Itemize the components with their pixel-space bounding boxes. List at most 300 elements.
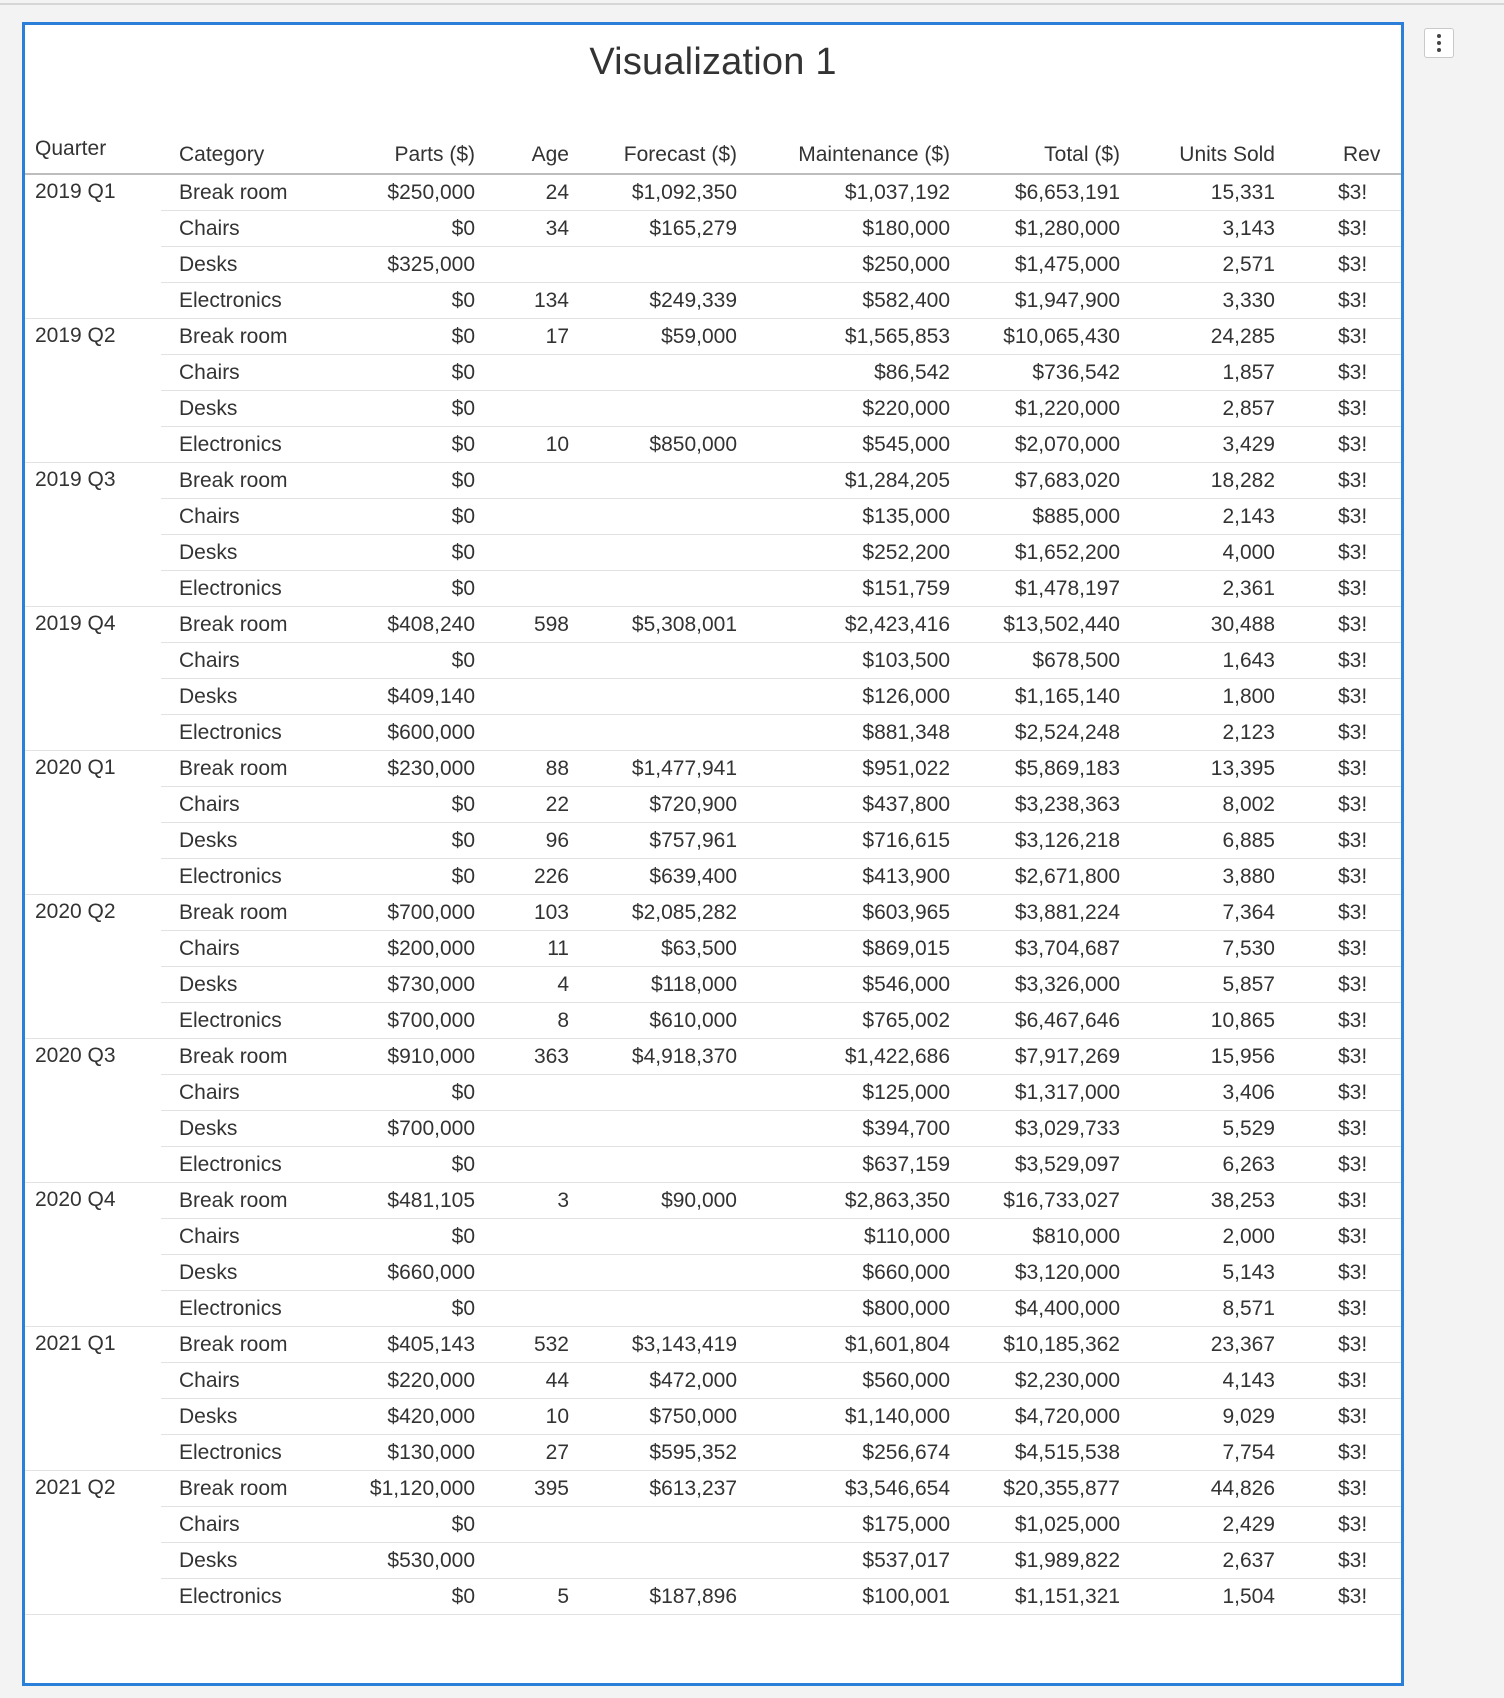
forecast-cell [569, 643, 737, 679]
total-cell: $1,025,000 [950, 1507, 1120, 1543]
units-sold-cell: 30,488 [1120, 607, 1275, 643]
revenue-cell: $3! [1275, 643, 1401, 679]
maintenance-cell: $1,422,686 [737, 1039, 950, 1075]
category-cell: Desks [161, 535, 361, 571]
parts-cell: $0 [361, 1507, 475, 1543]
forecast-cell [569, 1291, 737, 1327]
category-cell: Chairs [161, 787, 361, 823]
parts-cell: $0 [361, 283, 475, 319]
forecast-cell: $249,339 [569, 283, 737, 319]
category-cell: Desks [161, 1255, 361, 1291]
table-row[interactable] [25, 1543, 1401, 1579]
maintenance-cell: $3,546,654 [737, 1471, 950, 1507]
table-row[interactable] [25, 751, 1401, 787]
age-cell [475, 1147, 569, 1183]
table-row[interactable] [25, 1075, 1401, 1111]
forecast-cell: $720,900 [569, 787, 737, 823]
table-row[interactable] [25, 1147, 1401, 1183]
forecast-cell [569, 1111, 737, 1147]
units-sold-cell: 1,643 [1120, 643, 1275, 679]
units-sold-cell: 23,367 [1120, 1327, 1275, 1363]
total-cell: $5,869,183 [950, 751, 1120, 787]
total-cell: $1,947,900 [950, 283, 1120, 319]
revenue-cell: $3! [1275, 355, 1401, 391]
maintenance-cell: $100,001 [737, 1579, 950, 1615]
units-sold-cell: 5,857 [1120, 967, 1275, 1003]
revenue-cell: $3! [1275, 1255, 1401, 1291]
age-cell: 5 [475, 1579, 569, 1615]
category-cell: Chairs [161, 643, 361, 679]
age-cell [475, 1507, 569, 1543]
total-cell: $1,989,822 [950, 1543, 1120, 1579]
parts-cell: $0 [361, 859, 475, 895]
forecast-cell: $595,352 [569, 1435, 737, 1471]
maintenance-cell: $220,000 [737, 391, 950, 427]
page-top-border [0, 3, 1504, 5]
total-cell: $2,070,000 [950, 427, 1120, 463]
units-sold-cell: 38,253 [1120, 1183, 1275, 1219]
units-sold-cell: 1,800 [1120, 679, 1275, 715]
parts-cell: $405,143 [361, 1327, 475, 1363]
revenue-cell: $3! [1275, 1003, 1401, 1039]
units-sold-cell: 3,406 [1120, 1075, 1275, 1111]
total-cell: $13,502,440 [950, 607, 1120, 643]
table-row[interactable] [25, 355, 1401, 391]
parts-cell: $0 [361, 1147, 475, 1183]
forecast-cell: $5,308,001 [569, 607, 737, 643]
table-row[interactable] [25, 823, 1401, 859]
units-sold-cell: 10,865 [1120, 1003, 1275, 1039]
units-sold-cell: 8,002 [1120, 787, 1275, 823]
parts-cell: $408,240 [361, 607, 475, 643]
age-cell [475, 715, 569, 751]
forecast-cell: $750,000 [569, 1399, 737, 1435]
maintenance-cell: $151,759 [737, 571, 950, 607]
category-cell: Chairs [161, 355, 361, 391]
category-cell: Desks [161, 1111, 361, 1147]
table-row[interactable] [25, 1111, 1401, 1147]
revenue-cell: $3! [1275, 535, 1401, 571]
table-row[interactable] [25, 643, 1401, 679]
category-cell: Desks [161, 1399, 361, 1435]
revenue-cell: $3! [1275, 715, 1401, 751]
revenue-cell: $3! [1275, 787, 1401, 823]
table-body [25, 174, 1401, 1615]
maintenance-cell: $800,000 [737, 1291, 950, 1327]
age-cell: 8 [475, 1003, 569, 1039]
column-header-total[interactable]: Total ($) [950, 137, 1120, 174]
table-row[interactable] [25, 1399, 1401, 1435]
forecast-cell: $639,400 [569, 859, 737, 895]
category-cell: Break room [161, 463, 361, 499]
parts-cell: $0 [361, 643, 475, 679]
forecast-cell [569, 1543, 737, 1579]
table-row[interactable] [25, 787, 1401, 823]
units-sold-cell: 6,263 [1120, 1147, 1275, 1183]
forecast-cell: $850,000 [569, 427, 737, 463]
units-sold-cell: 24,285 [1120, 319, 1275, 355]
total-cell: $4,720,000 [950, 1399, 1120, 1435]
revenue-cell: $3! [1275, 1471, 1401, 1507]
total-cell: $1,317,000 [950, 1075, 1120, 1111]
category-cell: Chairs [161, 1363, 361, 1399]
category-cell: Break room [161, 607, 361, 643]
total-cell: $1,475,000 [950, 247, 1120, 283]
category-cell: Electronics [161, 1291, 361, 1327]
forecast-cell [569, 715, 737, 751]
total-cell: $10,185,362 [950, 1327, 1120, 1363]
maintenance-cell: $582,400 [737, 283, 950, 319]
column-header-revenue[interactable]: Rev [1275, 137, 1401, 174]
maintenance-cell: $103,500 [737, 643, 950, 679]
table-row[interactable] [25, 1183, 1401, 1219]
age-cell: 34 [475, 211, 569, 247]
total-cell: $1,280,000 [950, 211, 1120, 247]
category-cell: Break room [161, 751, 361, 787]
parts-cell: $0 [361, 391, 475, 427]
units-sold-cell: 2,361 [1120, 571, 1275, 607]
parts-cell: $0 [361, 427, 475, 463]
column-header-parts[interactable]: Parts ($) [361, 137, 475, 174]
category-cell: Break room [161, 174, 361, 211]
maintenance-cell: $175,000 [737, 1507, 950, 1543]
units-sold-cell: 3,143 [1120, 211, 1275, 247]
category-cell: Desks [161, 1543, 361, 1579]
revenue-cell: $3! [1275, 859, 1401, 895]
total-cell: $810,000 [950, 1219, 1120, 1255]
parts-cell: $230,000 [361, 751, 475, 787]
age-cell [475, 355, 569, 391]
column-header-maintenance[interactable]: Maintenance ($) [737, 137, 950, 174]
forecast-cell [569, 1075, 737, 1111]
total-cell: $2,671,800 [950, 859, 1120, 895]
category-cell: Desks [161, 391, 361, 427]
units-sold-cell: 6,885 [1120, 823, 1275, 859]
category-cell: Chairs [161, 1075, 361, 1111]
age-cell [475, 571, 569, 607]
parts-cell: $0 [361, 319, 475, 355]
total-cell: $1,478,197 [950, 571, 1120, 607]
parts-cell: $700,000 [361, 895, 475, 931]
revenue-cell: $3! [1275, 211, 1401, 247]
forecast-cell: $1,092,350 [569, 174, 737, 211]
age-cell [475, 1291, 569, 1327]
category-cell: Break room [161, 1327, 361, 1363]
parts-cell: $0 [361, 499, 475, 535]
column-header-units-sold[interactable]: Units Sold [1120, 137, 1275, 174]
forecast-cell: $63,500 [569, 931, 737, 967]
parts-cell: $250,000 [361, 174, 475, 211]
total-cell: $20,355,877 [950, 1471, 1120, 1507]
forecast-cell: $472,000 [569, 1363, 737, 1399]
maintenance-cell: $126,000 [737, 679, 950, 715]
units-sold-cell: 8,571 [1120, 1291, 1275, 1327]
forecast-cell [569, 247, 737, 283]
total-cell: $4,515,538 [950, 1435, 1120, 1471]
parts-cell: $530,000 [361, 1543, 475, 1579]
revenue-cell: $3! [1275, 679, 1401, 715]
category-cell: Electronics [161, 427, 361, 463]
age-cell: 598 [475, 607, 569, 643]
category-cell: Desks [161, 679, 361, 715]
age-cell: 532 [475, 1327, 569, 1363]
parts-cell: $910,000 [361, 1039, 475, 1075]
revenue-cell: $3! [1275, 823, 1401, 859]
category-cell: Break room [161, 1039, 361, 1075]
table-row[interactable] [25, 319, 1401, 355]
table-row[interactable] [25, 967, 1401, 1003]
forecast-cell [569, 391, 737, 427]
quarter-cell: 2019 Q2 [25, 319, 161, 463]
forecast-cell [569, 1219, 737, 1255]
maintenance-cell: $765,002 [737, 1003, 950, 1039]
forecast-cell: $118,000 [569, 967, 737, 1003]
revenue-cell: $3! [1275, 571, 1401, 607]
table-row[interactable] [25, 859, 1401, 895]
forecast-cell [569, 535, 737, 571]
total-cell: $3,120,000 [950, 1255, 1120, 1291]
quarter-cell: 2020 Q3 [25, 1039, 161, 1183]
revenue-cell: $3! [1275, 751, 1401, 787]
forecast-cell: $610,000 [569, 1003, 737, 1039]
parts-cell: $0 [361, 1075, 475, 1111]
category-cell: Electronics [161, 1147, 361, 1183]
forecast-cell [569, 355, 737, 391]
category-cell: Electronics [161, 571, 361, 607]
revenue-cell: $3! [1275, 1579, 1401, 1615]
forecast-cell [569, 571, 737, 607]
age-cell: 24 [475, 174, 569, 211]
quarter-cell: 2019 Q1 [25, 174, 161, 319]
age-cell: 88 [475, 751, 569, 787]
age-cell: 10 [475, 427, 569, 463]
category-cell: Chairs [161, 1219, 361, 1255]
table-row[interactable] [25, 1579, 1401, 1615]
forecast-cell: $613,237 [569, 1471, 737, 1507]
age-cell [475, 535, 569, 571]
table-row[interactable] [25, 463, 1401, 499]
units-sold-cell: 15,331 [1120, 174, 1275, 211]
total-cell: $1,165,140 [950, 679, 1120, 715]
maintenance-cell: $250,000 [737, 247, 950, 283]
age-cell [475, 679, 569, 715]
age-cell [475, 1543, 569, 1579]
total-cell: $885,000 [950, 499, 1120, 535]
units-sold-cell: 7,364 [1120, 895, 1275, 931]
category-cell: Chairs [161, 931, 361, 967]
revenue-cell: $3! [1275, 427, 1401, 463]
category-cell: Electronics [161, 1003, 361, 1039]
units-sold-cell: 7,754 [1120, 1435, 1275, 1471]
maintenance-cell: $1,037,192 [737, 174, 950, 211]
maintenance-cell: $413,900 [737, 859, 950, 895]
total-cell: $7,683,020 [950, 463, 1120, 499]
revenue-cell: $3! [1275, 1111, 1401, 1147]
maintenance-cell: $86,542 [737, 355, 950, 391]
parts-cell: $220,000 [361, 1363, 475, 1399]
table-row[interactable] [25, 895, 1401, 931]
category-cell: Desks [161, 967, 361, 1003]
category-cell: Break room [161, 1183, 361, 1219]
column-header-age[interactable]: Age [475, 137, 569, 174]
table-row[interactable] [25, 1255, 1401, 1291]
table-row[interactable] [25, 1219, 1401, 1255]
parts-cell: $600,000 [361, 715, 475, 751]
table-row[interactable] [25, 1363, 1401, 1399]
forecast-cell: $187,896 [569, 1579, 737, 1615]
forecast-cell [569, 499, 737, 535]
age-cell: 10 [475, 1399, 569, 1435]
table-row[interactable] [25, 1471, 1401, 1507]
category-cell: Electronics [161, 1435, 361, 1471]
parts-cell: $0 [361, 823, 475, 859]
total-cell: $678,500 [950, 643, 1120, 679]
table-row[interactable] [25, 931, 1401, 967]
total-cell: $2,230,000 [950, 1363, 1120, 1399]
table-row[interactable] [25, 1327, 1401, 1363]
revenue-cell: $3! [1275, 499, 1401, 535]
parts-cell: $481,105 [361, 1183, 475, 1219]
forecast-cell [569, 1507, 737, 1543]
table-row[interactable] [25, 391, 1401, 427]
age-cell: 44 [475, 1363, 569, 1399]
parts-cell: $700,000 [361, 1003, 475, 1039]
revenue-cell: $3! [1275, 1039, 1401, 1075]
table-row[interactable] [25, 247, 1401, 283]
parts-cell: $660,000 [361, 1255, 475, 1291]
category-cell: Electronics [161, 715, 361, 751]
maintenance-cell: $951,022 [737, 751, 950, 787]
maintenance-cell: $394,700 [737, 1111, 950, 1147]
units-sold-cell: 9,029 [1120, 1399, 1275, 1435]
table-row[interactable] [25, 499, 1401, 535]
visualization-panel [22, 22, 1404, 1686]
table-header-row [25, 137, 1401, 174]
total-cell: $3,238,363 [950, 787, 1120, 823]
table-row[interactable] [25, 211, 1401, 247]
forecast-cell: $2,085,282 [569, 895, 737, 931]
revenue-cell: $3! [1275, 1219, 1401, 1255]
category-cell: Electronics [161, 283, 361, 319]
table-row[interactable] [25, 679, 1401, 715]
age-cell: 96 [475, 823, 569, 859]
column-header-quarter[interactable]: Quarter [25, 137, 161, 174]
revenue-cell: $3! [1275, 463, 1401, 499]
maintenance-cell: $881,348 [737, 715, 950, 751]
total-cell: $3,126,218 [950, 823, 1120, 859]
parts-cell: $0 [361, 535, 475, 571]
total-cell: $3,529,097 [950, 1147, 1120, 1183]
forecast-cell: $90,000 [569, 1183, 737, 1219]
revenue-cell: $3! [1275, 174, 1401, 211]
total-cell: $10,065,430 [950, 319, 1120, 355]
quarter-cell: 2020 Q4 [25, 1183, 161, 1327]
units-sold-cell: 1,504 [1120, 1579, 1275, 1615]
table-row[interactable] [25, 427, 1401, 463]
units-sold-cell: 1,857 [1120, 355, 1275, 391]
visualization-menu-button[interactable] [1424, 28, 1454, 58]
forecast-cell [569, 1255, 737, 1291]
age-cell: 4 [475, 967, 569, 1003]
forecast-cell: $3,143,419 [569, 1327, 737, 1363]
revenue-cell: $3! [1275, 1435, 1401, 1471]
table-row[interactable] [25, 607, 1401, 643]
age-cell: 103 [475, 895, 569, 931]
maintenance-cell: $637,159 [737, 1147, 950, 1183]
units-sold-cell: 5,529 [1120, 1111, 1275, 1147]
table-row[interactable] [25, 1435, 1401, 1471]
total-cell: $3,881,224 [950, 895, 1120, 931]
maintenance-cell: $716,615 [737, 823, 950, 859]
table-row[interactable] [25, 283, 1401, 319]
data-table [25, 137, 1401, 1615]
table-row[interactable] [25, 1291, 1401, 1327]
parts-cell: $700,000 [361, 1111, 475, 1147]
units-sold-cell: 18,282 [1120, 463, 1275, 499]
units-sold-cell: 13,395 [1120, 751, 1275, 787]
age-cell: 395 [475, 1471, 569, 1507]
table-row[interactable] [25, 1003, 1401, 1039]
total-cell: $3,704,687 [950, 931, 1120, 967]
age-cell [475, 463, 569, 499]
age-cell [475, 391, 569, 427]
units-sold-cell: 2,123 [1120, 715, 1275, 751]
maintenance-cell: $1,284,205 [737, 463, 950, 499]
column-header-category[interactable]: Category [161, 137, 361, 174]
units-sold-cell: 2,143 [1120, 499, 1275, 535]
table-row[interactable] [25, 1507, 1401, 1543]
maintenance-cell: $180,000 [737, 211, 950, 247]
maintenance-cell: $135,000 [737, 499, 950, 535]
table-row[interactable] [25, 1039, 1401, 1075]
units-sold-cell: 4,000 [1120, 535, 1275, 571]
table-scroll-area[interactable] [25, 137, 1401, 1615]
parts-cell: $1,120,000 [361, 1471, 475, 1507]
age-cell [475, 643, 569, 679]
age-cell: 3 [475, 1183, 569, 1219]
revenue-cell: $3! [1275, 607, 1401, 643]
revenue-cell: $3! [1275, 319, 1401, 355]
total-cell: $1,652,200 [950, 535, 1120, 571]
column-header-forecast[interactable]: Forecast ($) [569, 137, 737, 174]
parts-cell: $200,000 [361, 931, 475, 967]
age-cell: 22 [475, 787, 569, 823]
category-cell: Break room [161, 895, 361, 931]
visualization-title: Visualization 1 [589, 41, 837, 83]
revenue-cell: $3! [1275, 1543, 1401, 1579]
units-sold-cell: 44,826 [1120, 1471, 1275, 1507]
revenue-cell: $3! [1275, 1075, 1401, 1111]
quarter-cell: 2021 Q1 [25, 1327, 161, 1471]
parts-cell: $0 [361, 355, 475, 391]
table-row[interactable] [25, 535, 1401, 571]
revenue-cell: $3! [1275, 1183, 1401, 1219]
age-cell [475, 1075, 569, 1111]
total-cell: $6,653,191 [950, 174, 1120, 211]
maintenance-cell: $546,000 [737, 967, 950, 1003]
parts-cell: $0 [361, 463, 475, 499]
parts-cell: $130,000 [361, 1435, 475, 1471]
table-row[interactable] [25, 571, 1401, 607]
table-row[interactable] [25, 715, 1401, 751]
total-cell: $7,917,269 [950, 1039, 1120, 1075]
revenue-cell: $3! [1275, 1291, 1401, 1327]
table-row[interactable] [25, 174, 1401, 211]
forecast-cell: $1,477,941 [569, 751, 737, 787]
quarter-cell: 2020 Q1 [25, 751, 161, 895]
total-cell: $4,400,000 [950, 1291, 1120, 1327]
maintenance-cell: $1,140,000 [737, 1399, 950, 1435]
